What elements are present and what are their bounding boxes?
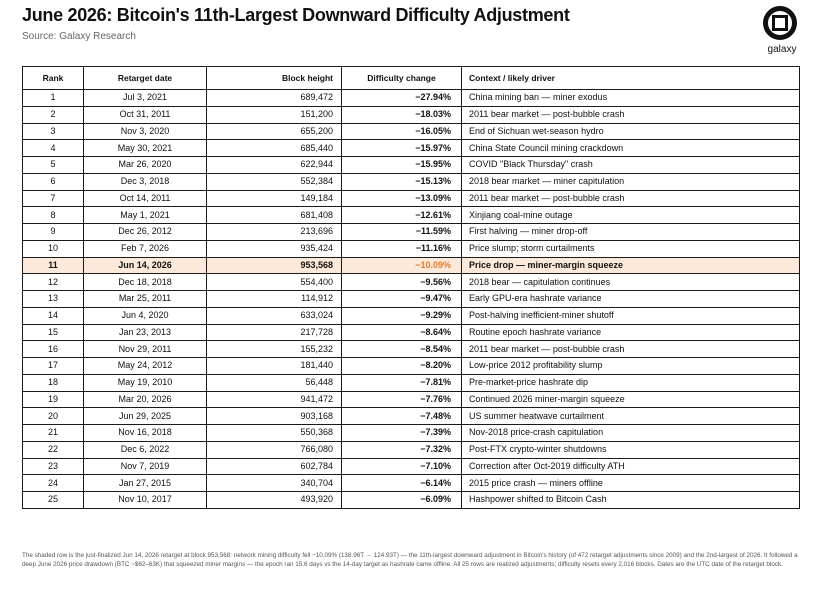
table-row (23, 90, 800, 107)
rank-cell: 12 (23, 274, 84, 291)
block-height-cell: 681,408 (207, 207, 342, 224)
difficulty-change-cell: −8.54% (342, 341, 462, 358)
block-height-cell: 213,696 (207, 224, 342, 241)
table-header-row (23, 67, 800, 90)
rank-cell: 6 (23, 173, 84, 190)
context-cell: Price slump; storm curtailments (462, 240, 800, 257)
retarget-date-cell: Oct 14, 2011 (84, 190, 207, 207)
retarget-date-cell: Jun 29, 2025 (84, 408, 207, 425)
block-height-cell: 953,568 (207, 257, 342, 274)
retarget-date-cell: Oct 31, 2011 (84, 106, 207, 123)
block-height-cell: 689,472 (207, 90, 342, 107)
rank-cell: 22 (23, 441, 84, 458)
retarget-date-cell: Nov 10, 2017 (84, 492, 207, 509)
retarget-date-cell: Jan 27, 2015 (84, 475, 207, 492)
difficulty-change-cell: −10.09% (342, 257, 462, 274)
block-height-cell: 149,184 (207, 190, 342, 207)
difficulty-change-cell: −9.47% (342, 291, 462, 308)
table-row (23, 391, 800, 408)
table-row (23, 173, 800, 190)
retarget-date-cell: May 30, 2021 (84, 140, 207, 157)
rank-cell: 21 (23, 425, 84, 442)
block-height-cell: 340,704 (207, 475, 342, 492)
retarget-date-cell: Mar 25, 2011 (84, 291, 207, 308)
rank-cell: 9 (23, 224, 84, 241)
rank-cell: 1 (23, 90, 84, 107)
difficulty-change-cell: −7.76% (342, 391, 462, 408)
difficulty-change-cell: −7.10% (342, 458, 462, 475)
table-row (23, 140, 800, 157)
page-title: June 2026: Bitcoin's 11th-Largest Downward Difficulty Adjustment (22, 5, 570, 25)
difficulty-change-cell: −11.59% (342, 224, 462, 241)
table-row (23, 475, 800, 492)
retarget-date-cell: Dec 6, 2022 (84, 441, 207, 458)
difficulty-change-cell: −6.09% (342, 492, 462, 509)
rank-cell: 14 (23, 307, 84, 324)
footnote: The shaded row is the just-finalized Jun 14, 2026 retarget at block 953,568: network mining difficulty fell −10.09% (138.96T → 124.93T) — the 11th-largest downward adjustment in Bitcoin's history (of 472 retarget adjustments since 2009) and the 2nd-largest of 2026. It followed a deep June 2026 price drawdown (BTC ~$62–63K) that squeezed miner margins — the epoch ran 15.6 days vs the 14-day target as hashrate came offline. All 25 rows are realized adjustments; difficulty resets every 2,016 blocks. Dates are the UTC date of the retarget block. (22, 552, 798, 568)
context-cell: Price drop — miner-margin squeeze (462, 257, 800, 274)
retarget-date-cell: Feb 7, 2026 (84, 240, 207, 257)
block-height-cell: 622,944 (207, 157, 342, 174)
block-height-cell: 114,912 (207, 291, 342, 308)
retarget-date-cell: Dec 18, 2018 (84, 274, 207, 291)
retarget-date-cell: Jul 3, 2021 (84, 90, 207, 107)
context-cell: Early GPU-era hashrate variance (462, 291, 800, 308)
block-height-cell: 550,368 (207, 425, 342, 442)
rank-cell: 20 (23, 408, 84, 425)
col-header-context: Context / likely driver (462, 67, 800, 90)
context-cell: China State Council mining crackdown (462, 140, 800, 157)
table-row (23, 425, 800, 442)
retarget-date-cell: Jan 23, 2013 (84, 324, 207, 341)
table-row (23, 341, 800, 358)
context-cell: Post-halving inefficient-miner shutoff (462, 307, 800, 324)
block-height-cell: 155,232 (207, 341, 342, 358)
rank-cell: 25 (23, 492, 84, 509)
context-cell: Continued 2026 miner-margin squeeze (462, 391, 800, 408)
rank-cell: 24 (23, 475, 84, 492)
context-cell: 2011 bear market — post-bubble crash (462, 341, 800, 358)
context-cell: Pre-market-price hashrate dip (462, 374, 800, 391)
difficulty-change-cell: −6.14% (342, 475, 462, 492)
table-body (23, 90, 800, 509)
table-row (23, 190, 800, 207)
difficulty-change-cell: −8.64% (342, 324, 462, 341)
retarget-date-cell: May 1, 2021 (84, 207, 207, 224)
retarget-date-cell: Nov 29, 2011 (84, 341, 207, 358)
retarget-date-cell: Mar 26, 2020 (84, 157, 207, 174)
rank-cell: 16 (23, 341, 84, 358)
block-height-cell: 56,448 (207, 374, 342, 391)
rank-cell: 4 (23, 140, 84, 157)
retarget-date-cell: Jun 14, 2026 (84, 257, 207, 274)
block-height-cell: 493,920 (207, 492, 342, 509)
rank-cell: 17 (23, 358, 84, 375)
difficulty-table (22, 66, 800, 509)
col-header-difficulty-change: Difficulty change (342, 67, 462, 90)
block-height-cell: 181,440 (207, 358, 342, 375)
difficulty-change-cell: −9.56% (342, 274, 462, 291)
rank-cell: 11 (23, 257, 84, 274)
table-row (23, 307, 800, 324)
context-cell: US summer heatwave curtailment (462, 408, 800, 425)
col-header-block-height: Block height (207, 67, 342, 90)
difficulty-change-cell: −13.09% (342, 190, 462, 207)
context-cell: Post-FTX crypto-winter shutdowns (462, 441, 800, 458)
context-cell: End of Sichuan wet-season hydro (462, 123, 800, 140)
difficulty-change-cell: −8.20% (342, 358, 462, 375)
block-height-cell: 903,168 (207, 408, 342, 425)
rank-cell: 23 (23, 458, 84, 475)
context-cell: 2015 price crash — miners offline (462, 475, 800, 492)
context-cell: 2011 bear market — post-bubble crash (462, 106, 800, 123)
table-row (23, 240, 800, 257)
context-cell: Low-price 2012 profitability slump (462, 358, 800, 375)
retarget-date-cell: Dec 3, 2018 (84, 173, 207, 190)
difficulty-change-cell: −27.94% (342, 90, 462, 107)
table-row (23, 106, 800, 123)
table-row (23, 458, 800, 475)
difficulty-change-cell: −11.16% (342, 240, 462, 257)
difficulty-change-cell: −7.48% (342, 408, 462, 425)
difficulty-change-cell: −15.95% (342, 157, 462, 174)
retarget-date-cell: Nov 7, 2019 (84, 458, 207, 475)
block-height-cell: 552,384 (207, 173, 342, 190)
block-height-cell: 633,024 (207, 307, 342, 324)
table-row (23, 374, 800, 391)
table-row (23, 291, 800, 308)
context-cell: Hashpower shifted to Bitcoin Cash (462, 492, 800, 509)
retarget-date-cell: Nov 3, 2020 (84, 123, 207, 140)
block-height-cell: 554,400 (207, 274, 342, 291)
block-height-cell: 655,200 (207, 123, 342, 140)
galaxy-logo-icon (763, 6, 797, 40)
difficulty-change-cell: −12.61% (342, 207, 462, 224)
table-row (23, 207, 800, 224)
table-row (23, 224, 800, 241)
rank-cell: 8 (23, 207, 84, 224)
table-row (23, 157, 800, 174)
rank-cell: 13 (23, 291, 84, 308)
col-header-rank: Rank (23, 67, 84, 90)
retarget-date-cell: Jun 4, 2020 (84, 307, 207, 324)
table-row (23, 492, 800, 509)
rank-cell: 18 (23, 374, 84, 391)
context-cell: COVID "Black Thursday" crash (462, 157, 800, 174)
context-cell: 2018 bear — capitulation continues (462, 274, 800, 291)
table-row (23, 324, 800, 341)
col-header-date: Retarget date (84, 67, 207, 90)
retarget-date-cell: Nov 16, 2018 (84, 425, 207, 442)
table-row (23, 123, 800, 140)
table-row (23, 274, 800, 291)
block-height-cell: 766,080 (207, 441, 342, 458)
rank-cell: 2 (23, 106, 84, 123)
difficulty-change-cell: −16.05% (342, 123, 462, 140)
block-height-cell: 685,440 (207, 140, 342, 157)
table-row (23, 441, 800, 458)
rank-cell: 19 (23, 391, 84, 408)
rank-cell: 10 (23, 240, 84, 257)
difficulty-change-cell: −18.03% (342, 106, 462, 123)
context-cell: Routine epoch hashrate variance (462, 324, 800, 341)
difficulty-change-cell: −7.32% (342, 441, 462, 458)
context-cell: First halving — miner drop-off (462, 224, 800, 241)
retarget-date-cell: May 19, 2010 (84, 374, 207, 391)
difficulty-change-cell: −7.81% (342, 374, 462, 391)
block-height-cell: 151,200 (207, 106, 342, 123)
context-cell: China mining ban — miner exodus (462, 90, 800, 107)
context-cell: Xinjiang coal-mine outage (462, 207, 800, 224)
retarget-date-cell: Dec 26, 2012 (84, 224, 207, 241)
context-cell: Nov-2018 price-crash capitulation (462, 425, 800, 442)
block-height-cell: 217,728 (207, 324, 342, 341)
difficulty-change-cell: −7.39% (342, 425, 462, 442)
difficulty-change-cell: −9.29% (342, 307, 462, 324)
block-height-cell: 941,472 (207, 391, 342, 408)
table-row (23, 358, 800, 375)
block-height-cell: 935,424 (207, 240, 342, 257)
retarget-date-cell: May 24, 2012 (84, 358, 207, 375)
table-row (23, 257, 800, 274)
source-label: Source: Galaxy Research (22, 31, 136, 42)
rank-cell: 5 (23, 157, 84, 174)
block-height-cell: 602,784 (207, 458, 342, 475)
context-cell: 2011 bear market — post-bubble crash (462, 190, 800, 207)
context-cell: 2018 bear market — miner capitulation (462, 173, 800, 190)
galaxy-logo-text: galaxy (767, 44, 797, 55)
rank-cell: 15 (23, 324, 84, 341)
table-row (23, 408, 800, 425)
context-cell: Correction after Oct-2019 difficulty ATH (462, 458, 800, 475)
galaxy-logo (760, 6, 804, 58)
rank-cell: 7 (23, 190, 84, 207)
rank-cell: 3 (23, 123, 84, 140)
difficulty-change-cell: −15.97% (342, 140, 462, 157)
retarget-date-cell: Mar 20, 2026 (84, 391, 207, 408)
difficulty-change-cell: −15.13% (342, 173, 462, 190)
